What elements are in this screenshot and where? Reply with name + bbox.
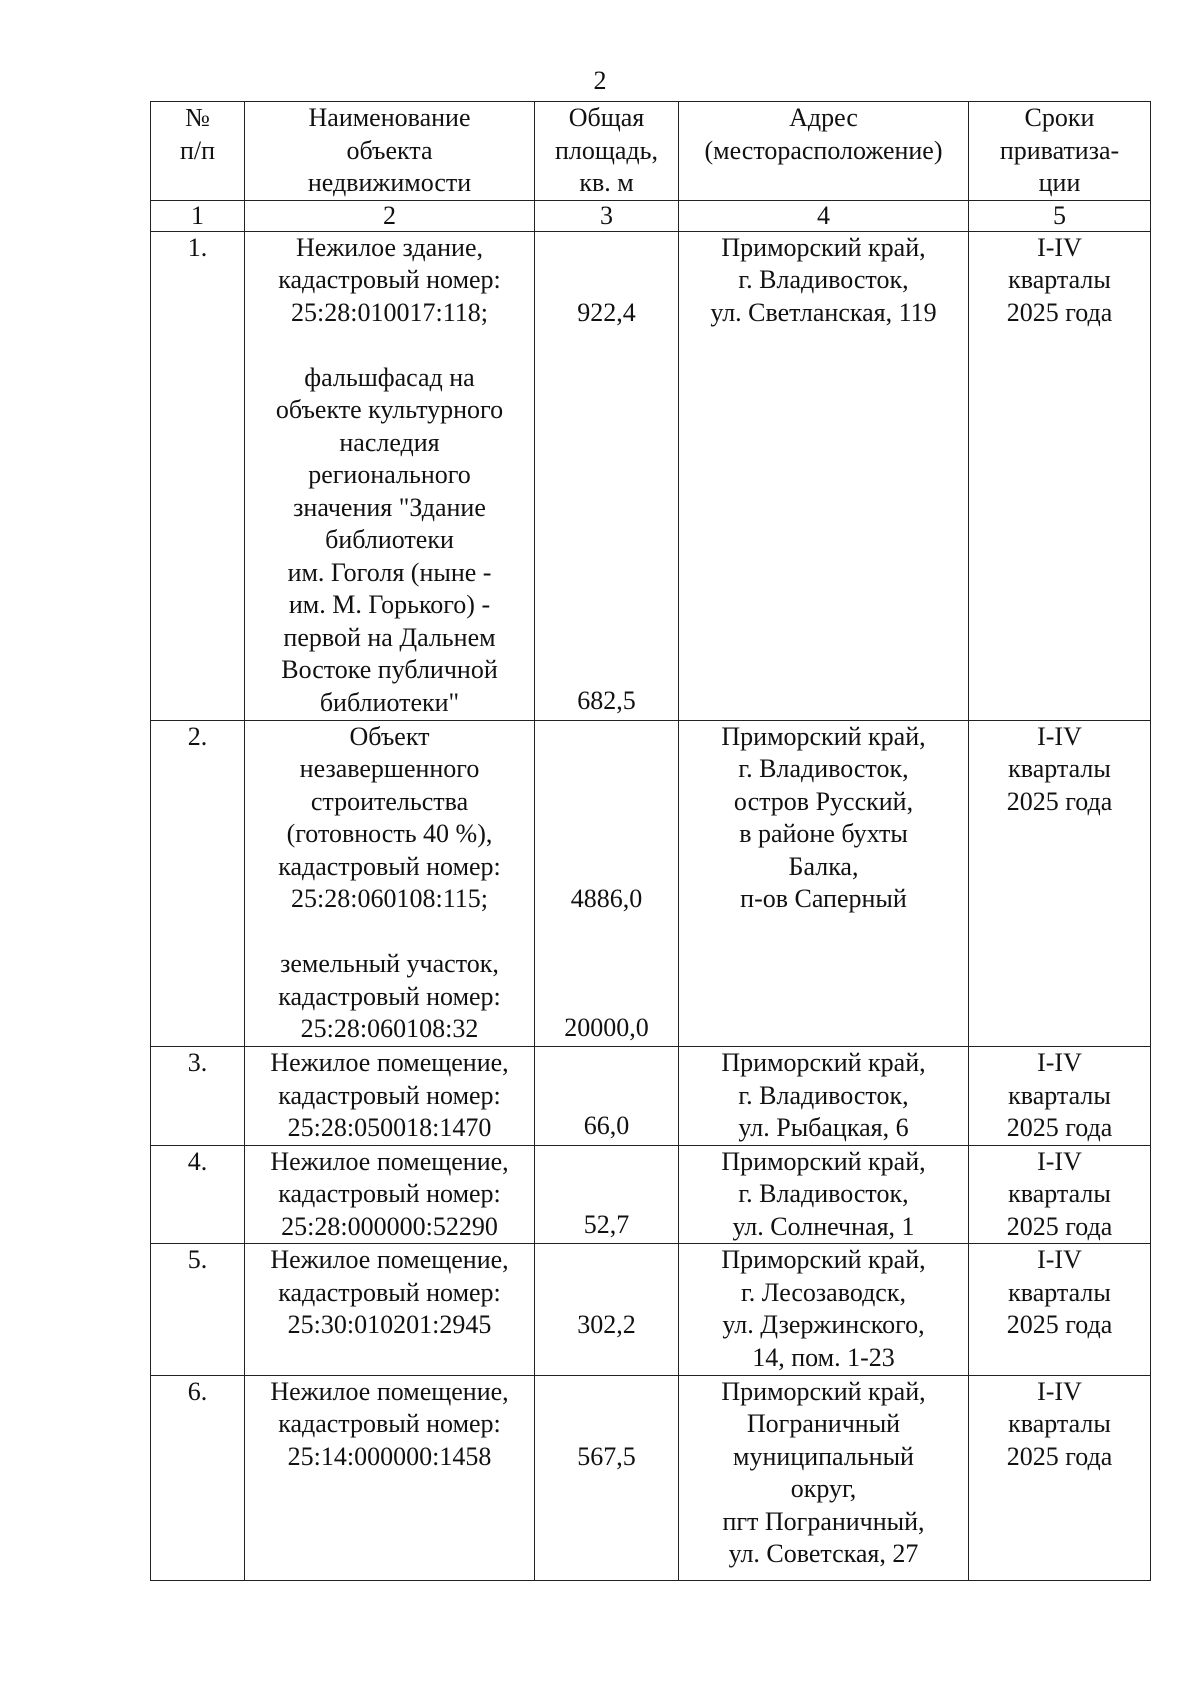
row-number: 4. (151, 1145, 245, 1244)
object-address: Приморский край, г. Владивосток, остров Русский, в районе бухты Балка, п-ов Саперный (679, 720, 969, 1046)
object-address: Приморский край, Пограничный муниципальный округ, пгт Пограничный, ул. Советская, 27 (679, 1375, 969, 1580)
row-number: 6. (151, 1375, 245, 1580)
table-row (151, 1047, 1151, 1146)
table-row (151, 720, 1151, 1046)
area-primary: 302,2 (577, 1310, 636, 1340)
area-primary: 52,7 (583, 1209, 630, 1239)
column-number: 3 (535, 200, 679, 231)
object-name: Нежилое здание, кадастровый номер: 25:28:010017:118; фальшфасад на объекте культурного наследия регионального значения "Здание библиотеки им. Гоголя (ныне - им. М. Горького) - первой на Дальнем Востоке публичной библиотеки" (245, 231, 535, 720)
column-number: 4 (679, 200, 969, 231)
object-address: Приморский край, г. Лесозаводск, ул. Дзержинского, 14, пом. 1-23 (679, 1244, 969, 1375)
area-cell (535, 1244, 679, 1375)
header-number: № п/п (151, 102, 245, 201)
object-address: Приморский край, г. Владивосток, ул. Солнечная, 1 (679, 1145, 969, 1244)
privatization-term: I-IV кварталы 2025 года (969, 1244, 1151, 1375)
row-number: 5. (151, 1244, 245, 1375)
row-number: 2. (151, 720, 245, 1046)
table-row (151, 1375, 1151, 1580)
area-secondary: 20000,0 (564, 1012, 649, 1042)
table-row (151, 1244, 1151, 1375)
header-privatization-term: Сроки приватиза- ции (969, 102, 1151, 201)
object-name: Нежилое помещение, кадастровый номер: 25:30:010201:2945 (245, 1244, 535, 1375)
area-primary: 4886,0 (570, 883, 643, 913)
area-cell (535, 1375, 679, 1580)
column-number: 1 (151, 200, 245, 231)
privatization-term: I-IV кварталы 2025 года (969, 1145, 1151, 1244)
page-number: 2 (593, 66, 607, 95)
object-name: Нежилое помещение, кадастровый номер: 25:28:050018:1470 (245, 1047, 535, 1146)
privatization-term: I-IV кварталы 2025 года (969, 1375, 1151, 1580)
privatization-term: I-IV кварталы 2025 года (969, 720, 1151, 1046)
area-cell (535, 1145, 679, 1244)
privatization-table (150, 101, 1151, 1581)
table-row (151, 231, 1151, 720)
privatization-term: I-IV кварталы 2025 года (969, 1047, 1151, 1146)
area-primary: 922,4 (577, 297, 636, 327)
object-address: Приморский край, г. Владивосток, ул. Светланская, 119 (679, 231, 969, 720)
header-address: Адрес (месторасположение) (679, 102, 969, 201)
header-row (151, 102, 1151, 201)
table-row (151, 1145, 1151, 1244)
area-secondary: 682,5 (577, 686, 636, 716)
header-object-name: Наименование объекта недвижимости (245, 102, 535, 201)
object-name: Нежилое помещение, кадастровый номер: 25:28:000000:52290 (245, 1145, 535, 1244)
object-name: Объект незавершенного строительства (готовность 40 %), кадастровый номер: 25:28:060108:115; земельный участок, кадастровый номер: 25:28:060108:32 (245, 720, 535, 1046)
header-total-area: Общая площадь, кв. м (535, 102, 679, 201)
privatization-term: I-IV кварталы 2025 года (969, 231, 1151, 720)
area-primary: 66,0 (583, 1111, 630, 1141)
object-address: Приморский край, г. Владивосток, ул. Рыбацкая, 6 (679, 1047, 969, 1146)
column-number: 5 (969, 200, 1151, 231)
area-primary: 567,5 (577, 1441, 636, 1471)
area-cell (535, 720, 679, 1046)
area-cell (535, 231, 679, 720)
area-cell (535, 1047, 679, 1146)
row-number: 3. (151, 1047, 245, 1146)
column-number-row (151, 200, 1151, 231)
column-number: 2 (245, 200, 535, 231)
row-number: 1. (151, 231, 245, 720)
object-name: Нежилое помещение, кадастровый номер: 25:14:000000:1458 (245, 1375, 535, 1580)
